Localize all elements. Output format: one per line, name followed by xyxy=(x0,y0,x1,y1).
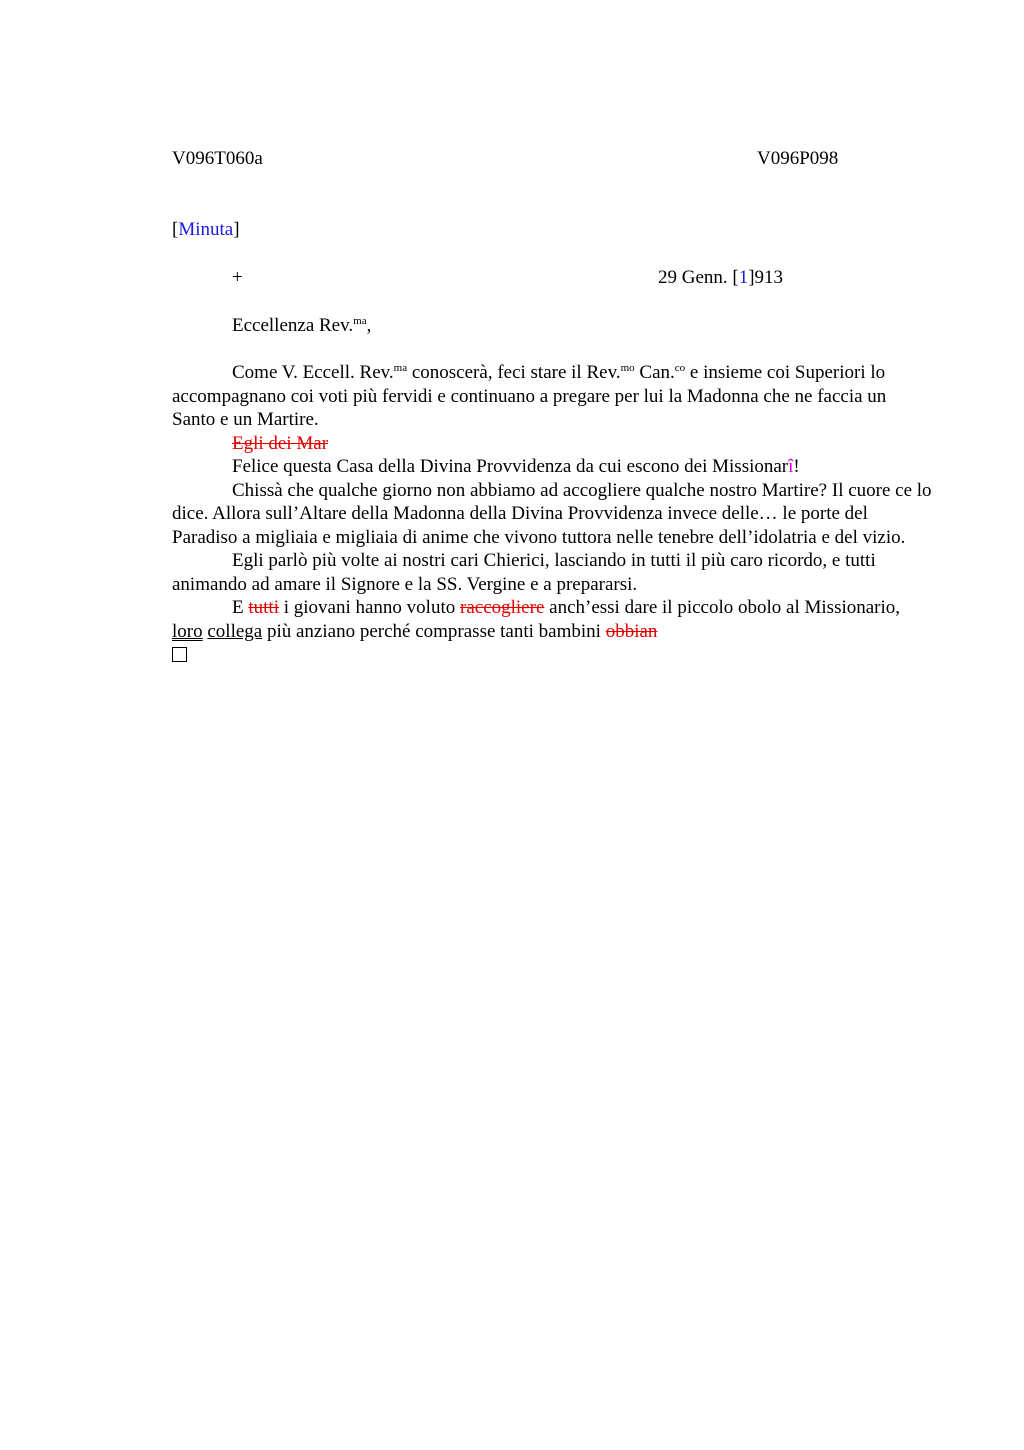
p3-text-b: ! xyxy=(793,456,800,477)
salutation-sup: ma xyxy=(353,315,367,327)
bracket-close: ] xyxy=(233,219,240,240)
p6-deleted-1: tutti xyxy=(248,597,279,618)
minuta-text: Minuta xyxy=(178,219,234,240)
letter-body xyxy=(172,361,932,669)
p6-text-a: E xyxy=(232,597,249,618)
end-of-text-box xyxy=(172,643,932,669)
paragraph-4: Chissà che qualche giorno non abbiamo ad accogliere qualche nostro Martire? Il cuore ce lo dice. Allora sull’Altare della Madonna della Divina Provvidenza invece delle… le porte del Paradiso a migliaia e migliaia di anime che vivono tuttora nelle tenebre dell’idolatria e del vizio. xyxy=(172,479,932,548)
salutation-text: Eccellenza Rev. xyxy=(232,315,354,336)
p1-text-c: Can. xyxy=(634,362,675,383)
p1-sup-2: mo xyxy=(620,362,635,374)
paragraph-5: Egli parlò più volte ai nostri cari Chierici, lasciando in tutti il più caro ricordo, e tutti animando ad amare il Signore e la SS. Vergine e a prepararsi. xyxy=(172,550,876,595)
salutation xyxy=(232,314,371,337)
p6-text-b: i giovani hanno voluto xyxy=(278,597,460,618)
p1-text-a: Come V. Eccell. Rev. xyxy=(232,362,394,383)
end-square-icon xyxy=(172,647,187,662)
p3-text-a: Felice questa Casa della Divina Provvidenza da cui escono dei Missionar xyxy=(232,456,789,477)
document-code-left: V096T060a xyxy=(172,148,263,169)
paragraph-3 xyxy=(172,455,932,479)
paragraph-6 xyxy=(172,596,932,643)
paragraph-2 xyxy=(172,432,932,456)
p6-deleted-2: raccogliere xyxy=(460,597,545,618)
p2-deleted-text: Egli dei Mar xyxy=(232,432,329,454)
bracket-open: [ xyxy=(172,219,179,240)
paragraph-1 xyxy=(172,361,932,432)
date-suffix: ]913 xyxy=(748,267,784,288)
p6-text-e: più anziano perché comprasse tanti bambini xyxy=(262,620,606,642)
p3-uncertain-mark: î xyxy=(788,456,794,477)
p1-text-d: e insieme coi Superiori lo accompagnano coi voti più fervidi e continuano a pregare per lui la Madonna che ne faccia un Santo e un Martire. xyxy=(172,362,887,430)
salutation-end: , xyxy=(366,315,372,336)
document-code-right: V096P098 xyxy=(757,148,839,169)
p1-text-b: conoscerà, feci stare il Rev. xyxy=(407,362,621,383)
p1-sup-3: co xyxy=(674,362,686,374)
date-prefix: 29 Genn. [ xyxy=(658,267,739,288)
p1-sup-1: ma xyxy=(393,362,408,374)
cross-mark: + xyxy=(232,267,243,288)
minuta-label xyxy=(172,218,240,241)
p6-underlined-collega: collega xyxy=(207,620,263,642)
date-editorial-digit: 1 xyxy=(738,267,749,288)
p6-underlined-loro: loro xyxy=(172,620,203,642)
p6-deleted-3: obbian xyxy=(605,620,658,642)
p6-text-c: anch’essi dare il piccolo obolo al Missionario, xyxy=(544,597,901,618)
letter-date xyxy=(658,266,783,289)
